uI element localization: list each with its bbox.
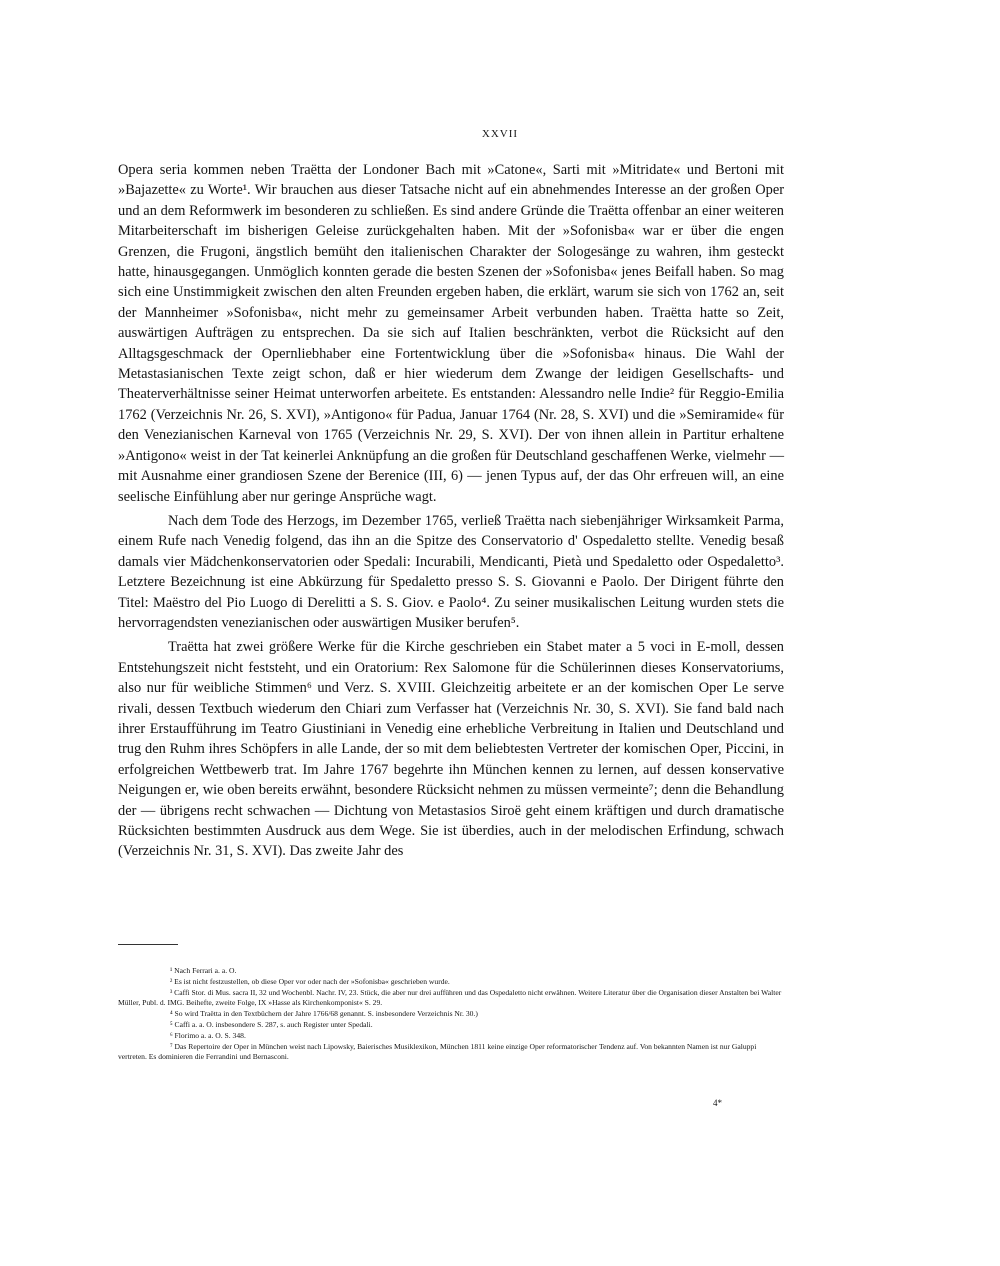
body-text — [118, 160, 784, 862]
footnote: ² Es ist nicht festzustellen, ob diese Oper vor oder nach der »Sofonisba« geschrieben wurde. — [170, 977, 450, 986]
footnote-divider — [118, 944, 178, 945]
paragraph: Opera seria kommen neben Traëtta der Londoner Bach mit »Catone«, Sarti mit »Mitridate« und Bertoni mit »Bajazette« zu Worte¹. Wir brauchen aus dieser Tatsache nicht auf ein abnehmendes Interesse an der großen Oper und an dem Reformwerk im besonderen zu schließen. Es sind andere Gründe die Traëtta offenbar an einer weiteren Mitarbeiterschaft im bisherigen Geleise zurückgehalten haben. Mit der »Sofonisba« war er über die engen Grenzen, die Frugoni, ängstlich bemüht den italienischen Charakter der Sologesänge zu wahren, ihm gesteckt hatte, hinausgegangen. Unmöglich konnten gerade die besten Szenen der »Sofonisba« jenes Beifall haben. So mag sich eine Unstimmigkeit zwischen den alten Freunden ergeben haben, die erklärt, warum sie sich von 1762 an, seit der Mannheimer »Sofonisba«, nicht mehr zu gemeinsamer Arbeit verbunden haben. Traëtta hatte so Zeit, auswärtigen Aufträgen zu entsprechen. Da sie sich auf Italien beschränkten, verbot die Rücksicht auf den Alltagsgeschmack der Opernliebhaber eine Fortentwicklung über die »Sofonisba« hinaus. Die Wahl der Metastasianischen Texte zeigt schon, daß er hier wiederum dem Zwange der leidigen Gesellschafts- und Theaterverhältnisse seiner Heimat unterworfen arbeitete. Es entstanden: Alessandro nelle Indie² für Reggio-Emilia 1762 (Verzeichnis Nr. 26, S. XVI), »Antigono« für Padua, Januar 1764 (Nr. 28, S. XVI) und die »Semiramide« für den Venezianischen Karneval von 1765 (Verzeichnis Nr. 29, S. XVI). Der von ihnen allein in Partitur erhaltene »Antigono« weist in der Tat keinerlei Anknüpfung an die großen für Deutschland geschaffenen Werke, vielmehr — mit Ausnahme einer grandiosen Szene der Berenice (III, 6) — jenen Typus auf, der das Ohr erfreuen will, an eine seelische Einfühlung aber nur geringe Ansprüche wagt. — [118, 162, 784, 505]
footnote: ³ Caffi Stor. di Mus. sacra II, 32 und Wochenbl. Nachr. IV, 23. Stück, die aber nur drei aufführen und das Ospedaletto nicht erwähnen. Weitere Literatur über die Organisation dieser Anstalten bei Walter Müller, Publ. d. IMG. Beihefte, zweite Folge, IX »Hasse als Kirchenkomponist« S. 29. — [118, 988, 782, 1007]
footnote: ⁵ Caffi a. a. O. insbesondere S. 287, s. auch Register unter Spedali. — [170, 1020, 373, 1029]
footnote: ⁶ Florimo a. a. O. S. 348. — [170, 1031, 246, 1040]
footnotes — [118, 966, 784, 1063]
footnote: ¹ Nach Ferrari a. a. O. — [170, 966, 237, 975]
paragraph: Nach dem Tode des Herzogs, im Dezember 1765, verließ Traëtta nach siebenjähriger Wirksamkeit Parma, einem Rufe nach Venedig folgend, das ihn an die Spitze des Conservatorio d' Ospedaletto stellte. Venedig besaß damals vier Mädchenkonservatorien oder Spedali: Incurabili, Mendicanti, Pietà und Spedaletto oder Ospedaletto³. Letztere Bezeichnung ist eine Abkürzung für Spedaletto presso S. S. Giovanni e Paolo. Der Dirigent führte den Titel: Maëstro del Pio Luogo di Derelitti a S. S. Giov. e Paolo⁴. Zu seiner musikalischen Leitung wurden stets die hervorragendsten venezianischen oder auswärtigen Musiker berufen⁵. — [118, 512, 784, 631]
paragraph: Traëtta hat zwei größere Werke für die Kirche geschrieben ein Stabet mater a 5 voci in E-moll, dessen Entstehungszeit nicht feststeht, und ein Oratorium: Rex Salomone für die Schülerinnen dieses Konservatoriums, also nur für weibliche Stimmen⁶ und Verz. S. XVIII. Gleichzeitig arbeitete er an der komischen Oper Le serve rivali, dessen Textbuch wiederum den Chiari zum Verfasser hat (Verzeichnis Nr. 30, S. XVI). Sie fand bald nach ihrer Erstaufführung im Teatro Giustiniani in Venedig eine erhebliche Verbreitung in Italien und Deutschland und trug den Ruhm ihres Schöpfers in alle Lande, der so mit dem beliebtesten Vertreter der komischen Oper, Piccini, in erfolgreichen Wettbewerb trat. Im Jahre 1767 begehrte ihn München kennen zu lernen, auf dessen konservative Neigungen er, wie oben bereits erwähnt, besondere Rücksicht nehmen zu müssen vermeinte⁷; denn die Behandlung der — übrigens recht schwachen — Dichtung von Metastasios Siroë geht einem kräftigen und durch dramatische Rücksichten bestimmten Ausdruck aus dem Wege. Sie ist überdies, auch in der melodischen Erfindung, schwach (Verzeichnis Nr. 31, S. XVI). Das zweite Jahr des — [118, 639, 784, 860]
page-number: XXVII — [481, 128, 519, 140]
signature-mark: 4* — [713, 1098, 722, 1108]
footnote: ⁴ So wird Traëtta in den Textbüchern der Jahre 1766/68 genannt. S. insbesondere Verzeichnis Nr. 30.) — [170, 1009, 478, 1018]
footnote: ⁷ Das Repertoire der Oper in München weist nach Lipowsky, Baierisches Musiklexikon, München 1811 keine einzige Oper reformatorischer Tendenz auf. Von bekannten Namen ist nur Galuppi vertreten. Es dominieren die Ferrandini und Bernasconi. — [118, 1042, 757, 1061]
